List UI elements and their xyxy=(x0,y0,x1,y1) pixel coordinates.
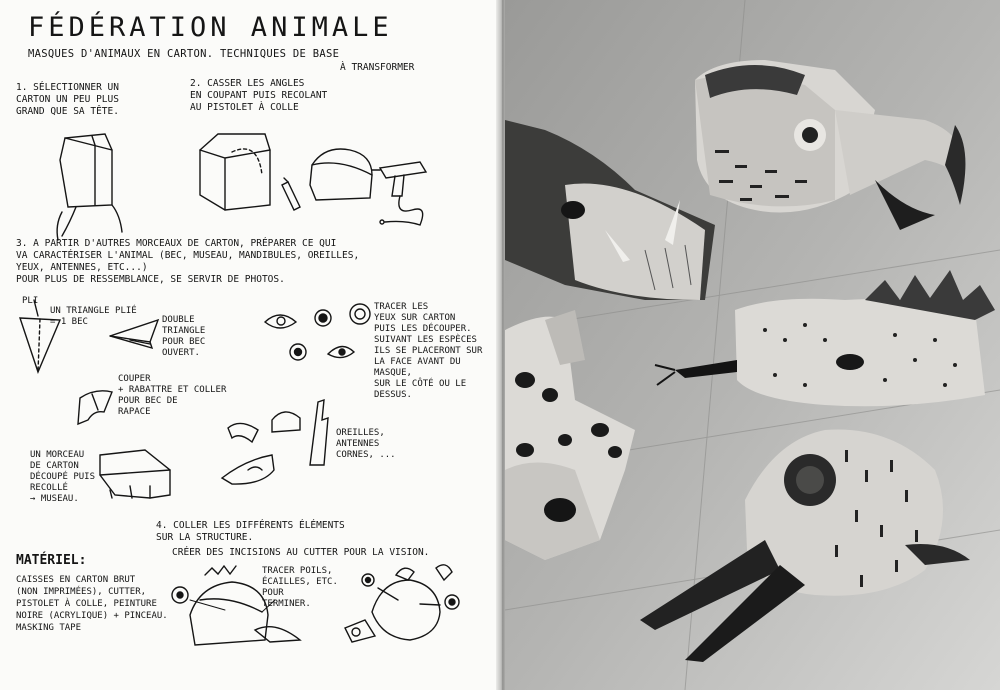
masks-photo-illustration xyxy=(505,0,1000,690)
cut-box-sketch xyxy=(200,134,270,210)
glue-gun-icon xyxy=(372,162,426,225)
assembly-sketch-right xyxy=(345,565,459,642)
triangle-note: UN TRIANGLE PLIÉ = 1 BEC xyxy=(50,306,137,327)
materials-list: CAISSES EN CARTON BRUT (NON IMPRIMÉES), CUTTER, PISTOLET À COLLE, PEINTURE NOIRE (ACRYLIQUE) + PINCEAU. MASKING TAPE xyxy=(16,575,168,633)
step-1-text: 1. SÉLECTIONNER UN CARTON UN PEU PLUS GRAND QUE SA TÊTE. xyxy=(16,82,119,117)
double-triangle-note: DOUBLE TRIANGLE POUR BEC OUVERT. xyxy=(162,315,206,358)
rounded-box-sketch xyxy=(310,149,372,200)
eye-sketches xyxy=(265,304,370,360)
page-subtitle: MASQUES D'ANIMAUX EN CARTON. TECHNIQUES DE BASE xyxy=(28,48,340,60)
fold-label: PLI xyxy=(22,296,39,306)
ears-antennae-note: OREILLES, ANTENNES CORNES, ... xyxy=(336,428,396,460)
box-on-head-sketch xyxy=(57,134,122,240)
assembly-sketch-left xyxy=(172,566,300,645)
snout-sketch xyxy=(100,450,170,498)
step-3-text: 3. A PARTIR D'AUTRES MORCEAUX DE CARTON, PRÉPARER CE QUI VA CARACTÉRISER L'ANIMAL (BEC, MUSEAU, MANDIBULES, OREILLES, YEUX, ANTENNES, ETC...) POUR PLUS DE RESSEMBLANCE, SE SERVIR DE PHOTOS. xyxy=(16,238,360,285)
page-title: FÉDÉRATION ANIMALE xyxy=(28,12,393,43)
raptor-beak-sketch xyxy=(78,391,112,424)
step-2-text: 2. CASSER LES ANGLES EN COUPANT PUIS RECOLANT AU PISTOLET À COLLE xyxy=(190,78,328,113)
step-4-text: 4. COLLER LES DIFFÉRENTS ÉLÉMENTS SUR LA STRUCTURE. xyxy=(156,520,345,543)
double-triangle-beak xyxy=(110,320,158,348)
masks-photo xyxy=(505,0,1000,690)
snout-note: UN MORCEAU DE CARTON DÉCOUPÉ PUIS RECOLLÉ → MUSEAU. xyxy=(30,450,96,504)
folded-triangle-sketch xyxy=(20,300,60,372)
cutter-icon xyxy=(282,178,300,210)
eyes-note: TRACER LES YEUX SUR CARTON PUIS LES DÉCOUPER. SUIVANT LES ESPÈCES ILS SE PLACERONT SUR LA FACE AVANT DU MASQUE, SUR LE CÔTÉ OU LE DESSUS. xyxy=(374,302,483,400)
page-subtitle-continued: À TRANSFORMER xyxy=(340,62,415,73)
horn-sketches xyxy=(222,400,328,484)
step-4-vision-text: CRÉER DES INCISIONS AU CUTTER POUR LA VISION. xyxy=(172,547,430,558)
finish-note: TRACER POILS, ÉCAILLES, ETC. POUR TERMINER. xyxy=(262,566,338,609)
raptor-beak-note: COUPER + RABATTRE ET COLLER POUR BEC DE RAPACE xyxy=(118,374,227,417)
materials-title: MATÉRIEL: xyxy=(16,553,87,568)
